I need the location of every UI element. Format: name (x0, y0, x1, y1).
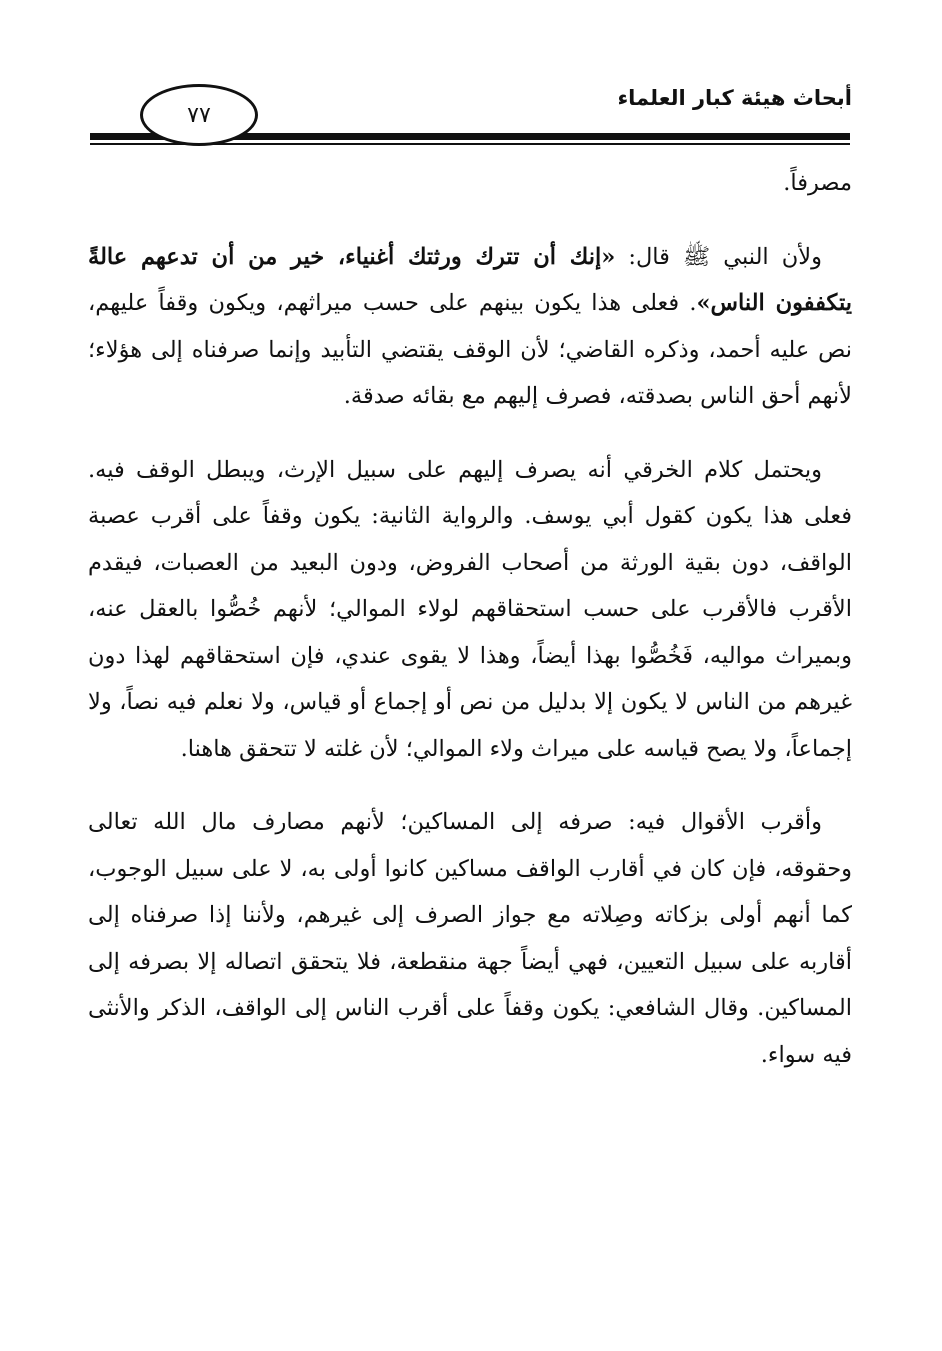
page-number: ٧٧ (140, 84, 258, 146)
page-header (0, 0, 942, 160)
paragraph-gap (88, 207, 852, 234)
paragraph-closest-opinion: وأقرب الأقوال فيه: صرفه إلى المساكين؛ لأنهم مصارف مال الله تعالى وحقوقه، فإن كان في أقارب الواقف مساكين كانوا أولى به، لا على سبيل الوجوب، كما أنهم أولى بزكاته وصِلاته مع جواز الصرف إلى غيرهم، ولأننا إذا صرفناه إلى أقاربه على سبيل التعيين، فهي أيضاً جهة منقطعة، فلا يتحقق اتصاله إلا بصرفه إلى المساكين. وقال الشافعي: يكون وقفاً على أقرب الناس إلى الواقف، الذكر والأنثى فيه سواء. (88, 809, 852, 1068)
hadith-intro: ولأن النبي ﷺ قال: (615, 243, 822, 270)
running-title: أبحاث هيئة كبار العلماء (617, 86, 852, 110)
page-body (88, 160, 852, 1078)
hadith-quote: «إنك أن تترك ورثتك أغنياء، خير من أن تدعهم عالةً يتكففون الناس» (88, 243, 852, 316)
paragraph-gap (88, 772, 852, 799)
paragraph-kharqi: ويحتمل كلام الخرقي أنه يصرف إليهم على سبيل الإرث، ويبطل الوقف فيه. فعلى هذا يكون كقول أبي يوسف. والرواية الثانية: يكون وقفاً على أقرب عصبة الواقف، دون بقية الورثة من أصحاب الفروض، ودون البعيد من العصبات، فيقدم الأقرب فالأقرب على حسب استحقاقهم لولاء الموالي؛ لأنهم خُصُّوا بالعقل عنه، وبميراث مواليه، فَخُصُّوا بهذا أيضاً، وهذا لا يقوى عندي، فإن استحقاقهم لهذا دون غيرهم من الناس لا يكون إلا بدليل من نص أو إجماع أو قياس، ولا نعلم فيه نصاً، ولا إجماعاً، ولا يصح قياسه على ميراث ولاء الموالي؛ لأن غلته لا تتحقق هاهنا. (88, 456, 852, 762)
hadith-commentary: . فعلى هذا يكون بينهم على حسب ميراثهم، ويكون وقفاً عليهم، نص عليه أحمد، وذكره القاضي؛ لأن الوقف يقتضي التأبيد وإنما صرفناه إلى هؤلاء؛ لأنهم أحق الناس بصدقته، فصرف إليهم مع بقائه صدقة. (88, 290, 852, 409)
paragraph-gap (88, 420, 852, 447)
paragraph-continuation: مصرفاً. (783, 170, 852, 196)
paragraph-hadith (88, 234, 852, 420)
